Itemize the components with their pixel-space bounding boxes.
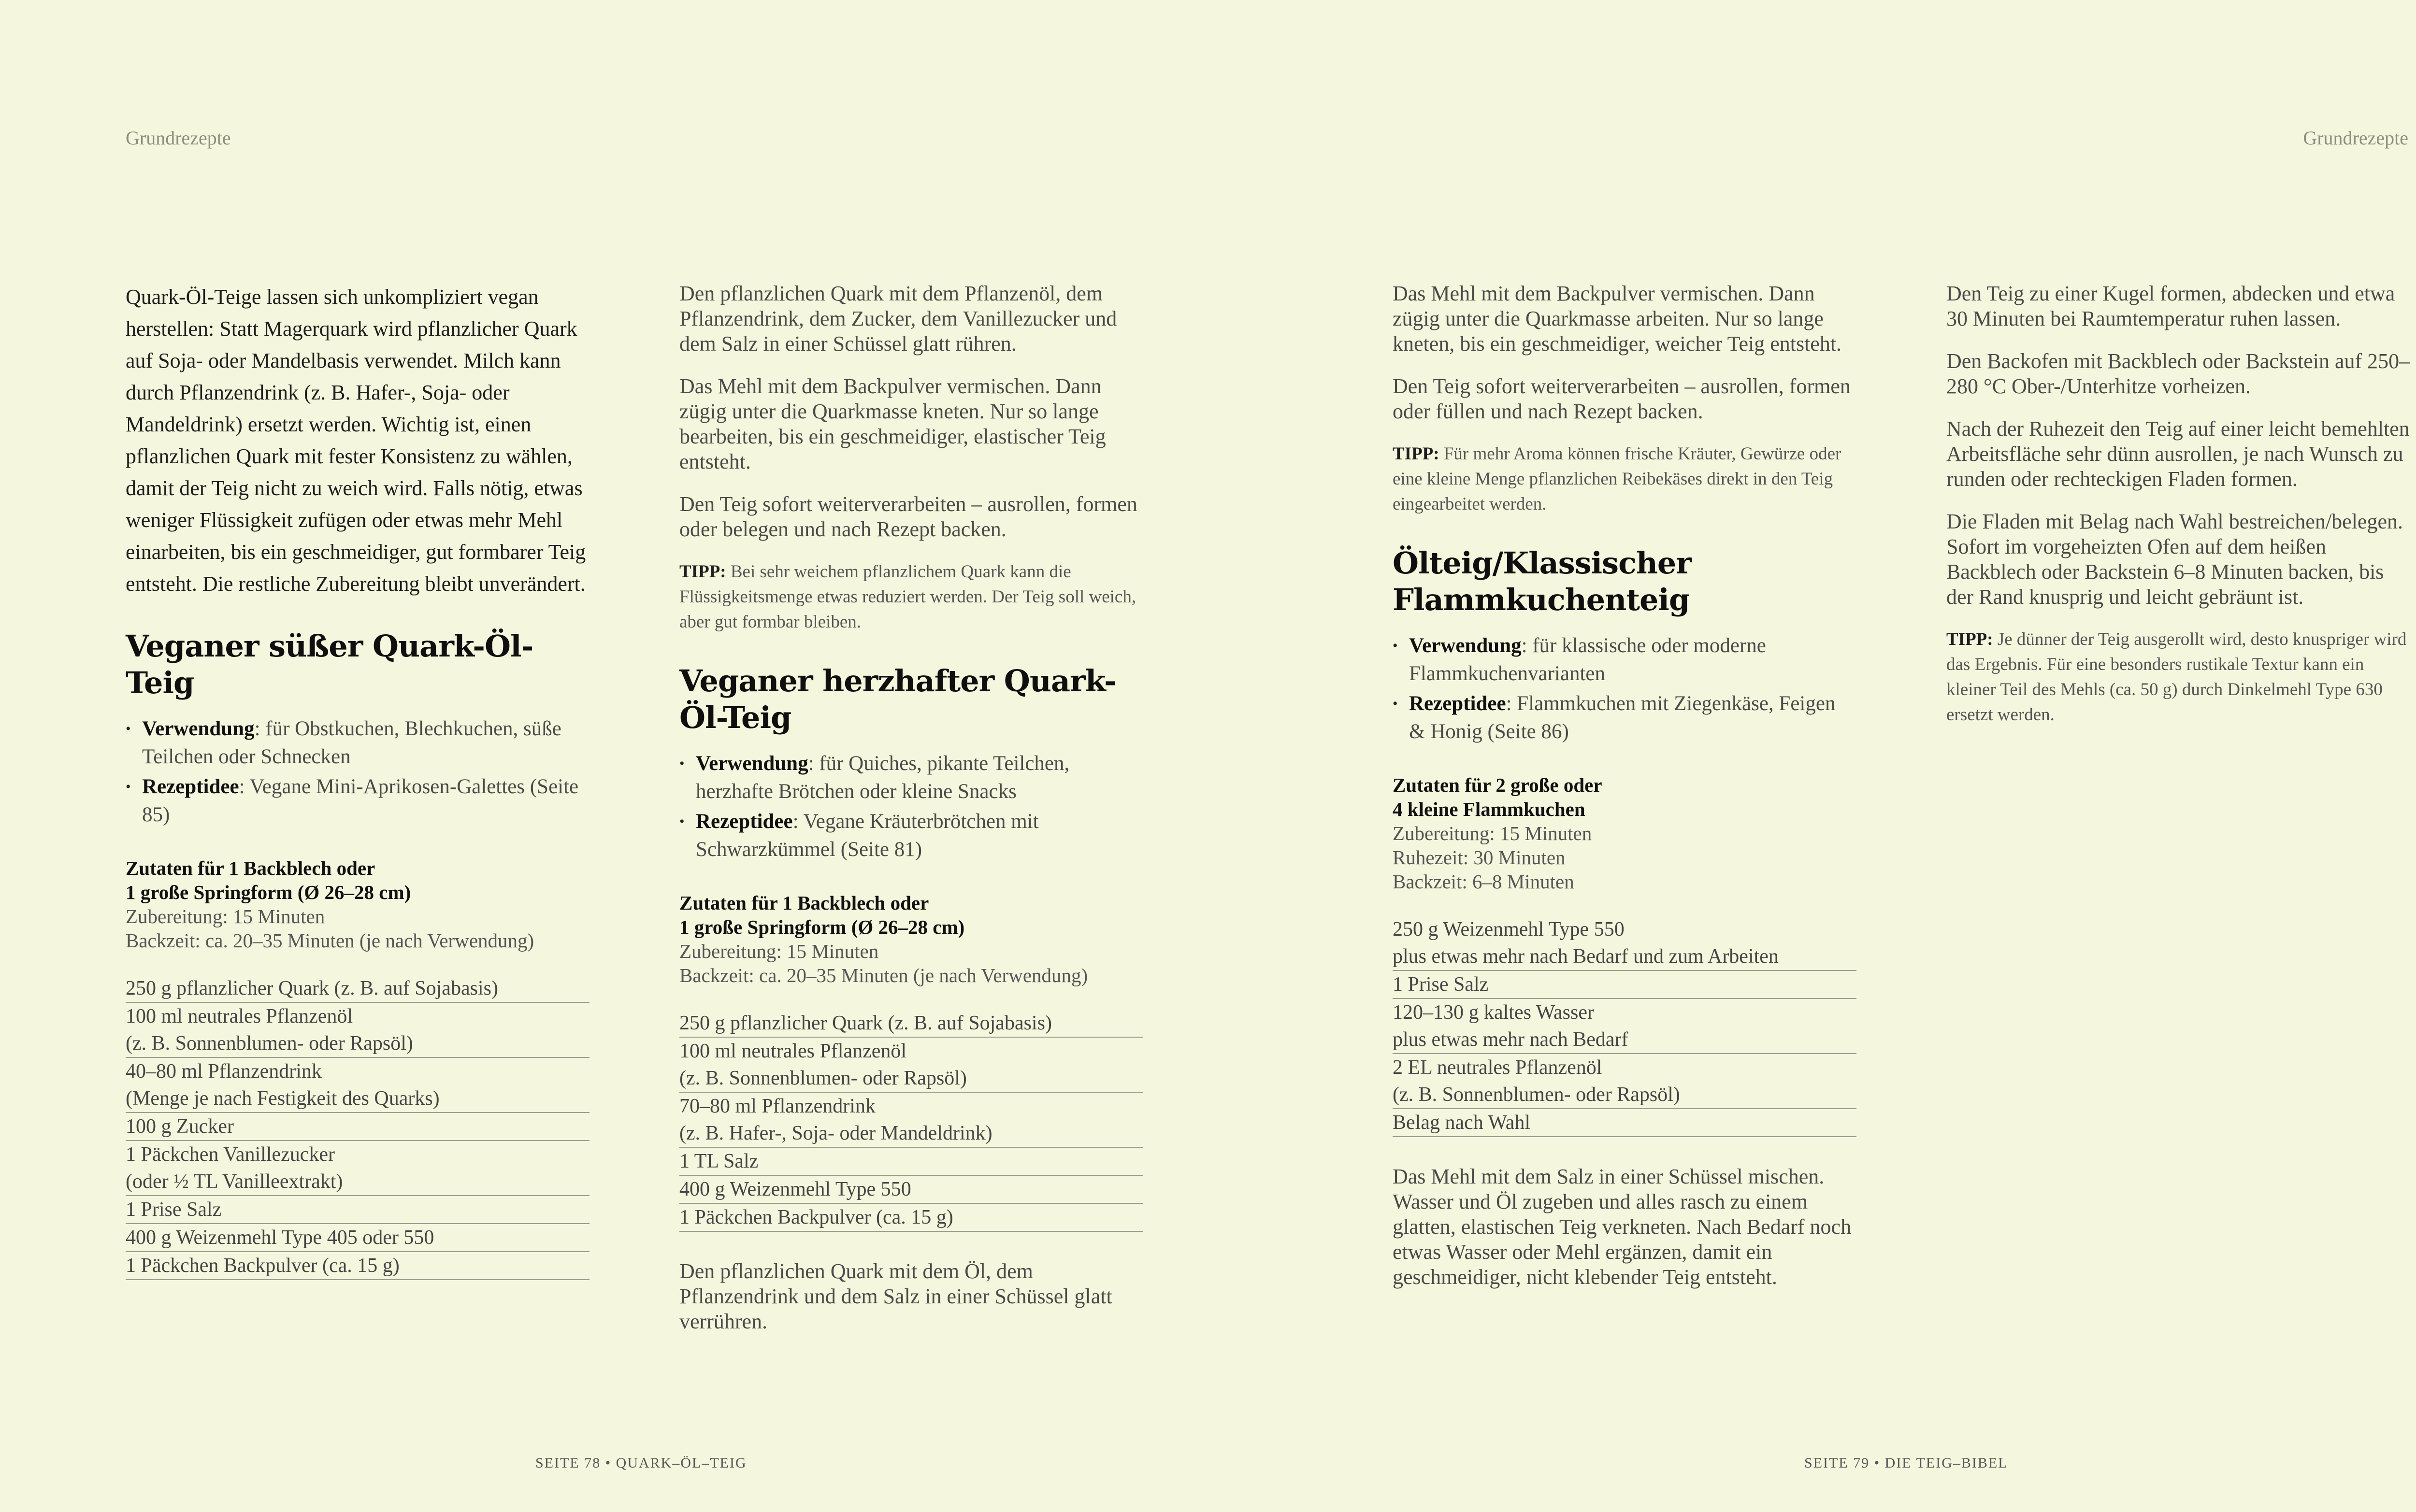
instruction-paragraph: Die Fladen mit Belag nach Wahl bestreichen/belegen. Sofort im vorgeheizten Ofen auf dem heißen Backblech oder Backstein 6–8 Minuten backen, bis der Rand knusprig und leicht gebräunt ist. [1946, 510, 2403, 609]
usage-item: • Verwendung: für Obstkuchen, Blechkuchen, süße Teilchen oder Schnecken [126, 715, 590, 771]
bake-time: Backzeit: 6–8 Minuten [1393, 870, 1574, 893]
bake-time: Backzeit: ca. 20–35 Minuten (je nach Verwendung) [126, 929, 534, 952]
tip-note: TIPP: Je dünner der Teig ausgerollt wird, desto knuspriger wird das Ergebnis. Für eine besonders rustikale Textur kann ein kleiner Teil des Mehls (ca. 50 g) durch Dinkelmehl Type 630 ersetzt werden. [1946, 629, 2407, 725]
page-folio: SEITE 79 • DIE TEIG–BIBEL [1804, 1455, 2008, 1471]
ingredients-heading: Zutaten für 2 große oder 4 kleine Flammkuchen [1393, 774, 1602, 820]
instruction-paragraph: Das Mehl mit dem Salz in einer Schüssel mischen. Wasser und Öl zugeben und alles rasch zu einem glatten, elastischen Teig verkneten. Nach Bedarf noch etwas Wasser oder Mehl ergänzen, damit ein geschmeidiger, nicht klebender Teig entsteht. [1393, 1165, 1852, 1289]
recipe-idea-item: • Rezeptidee: Vegane Kräuterbrötchen mit Schwarzkümmel (Seite 81) [679, 808, 1143, 864]
instruction-paragraph: Den pflanzlichen Quark mit dem Öl, dem Pflanzendrink und dem Salz in einer Schüssel glatt verrühren. [679, 1259, 1112, 1333]
column-3 [1393, 281, 1856, 1307]
column-4 [1946, 281, 2410, 745]
ingredient-list [126, 975, 590, 1280]
recipe-title: Ölteig/Klassischer Flammkuchenteig [1393, 545, 1692, 617]
running-head: Grundrezepte [2303, 127, 2408, 149]
ingredient-list [1393, 916, 1856, 1137]
ingredient-item: 70–80 ml Pflanzendrink (z. B. Hafer-, Soja- oder Mandeldrink) [679, 1093, 1143, 1148]
instruction-paragraph: Das Mehl mit dem Backpulver vermischen. Dann zügig unter die Quarkmasse arbeiten. Nur so lange kneten, bis ein geschmeidiger, weicher Teig entsteht. [1393, 282, 1842, 356]
ingredients-heading: Zutaten für 1 Backblech oder 1 große Springform (Ø 26–28 cm) [679, 892, 965, 938]
usage-item: • Verwendung: für klassische oder moderne Flammkuchenvarianten [1393, 632, 1856, 688]
ingredient-item: 250 g pflanzlicher Quark (z. B. auf Sojabasis) [126, 975, 590, 1003]
ingredient-item: 100 ml neutrales Pflanzenöl (z. B. Sonnenblumen- oder Rapsöl) [679, 1038, 1143, 1093]
ingredient-item: 1 Prise Salz [1393, 971, 1856, 999]
column-2 [679, 281, 1143, 1352]
instruction-paragraph: Den Backofen mit Backblech oder Backstein auf 250–280 °C Ober-/Unterhitze vorheizen. [1946, 349, 2410, 398]
recipe-meta [679, 891, 1143, 987]
usage-item: • Verwendung: für Quiches, pikante Teilchen, herzhafte Brötchen oder kleine Snacks [679, 750, 1143, 806]
prep-time: Zubereitung: 15 Minuten [1393, 822, 1592, 844]
ingredient-item: 250 g Weizenmehl Type 550 plus etwas mehr nach Bedarf und zum Arbeiten [1393, 916, 1856, 971]
instruction-paragraph: Den Teig sofort weiterverarbeiten – ausrollen, formen oder füllen und nach Rezept backen. [1393, 374, 1851, 423]
ingredient-item: 100 ml neutrales Pflanzenöl (z. B. Sonnenblumen- oder Rapsöl) [126, 1003, 590, 1058]
rest-time: Ruhezeit: 30 Minuten [1393, 846, 1566, 869]
usage-list [126, 715, 590, 829]
instruction-paragraph: Den Teig zu einer Kugel formen, abdecken und etwa 30 Minuten bei Raumtemperatur ruhen lassen. [1946, 282, 2395, 330]
ingredient-item: 1 TL Salz [679, 1148, 1143, 1176]
ingredient-item: 1 Päckchen Backpulver (ca. 15 g) [679, 1204, 1143, 1232]
instruction-paragraph: Das Mehl mit dem Backpulver vermischen. Dann zügig unter die Quarkmasse kneten. Nur so lange bearbeiten, bis ein geschmeidiger, elastischer Teig entsteht. [679, 374, 1106, 473]
running-head: Grundrezepte [126, 127, 231, 149]
ingredient-item: 120–130 g kaltes Wasser plus etwas mehr nach Bedarf [1393, 999, 1856, 1054]
ingredient-item: 40–80 ml Pflanzendrink (Menge je nach Festigkeit des Quarks) [126, 1058, 590, 1113]
instruction-paragraph: Nach der Ruhezeit den Teig auf einer leicht bemehlten Arbeitsfläche sehr dünn ausrollen, je nach Wunsch zu runden oder rechteckigen Fladen formen. [1946, 417, 2410, 491]
usage-list [1393, 632, 1856, 746]
recipe-title: Veganer süßer Quark-Öl-Teig [126, 628, 533, 700]
ingredient-item: 1 Päckchen Backpulver (ca. 15 g) [126, 1252, 590, 1280]
instruction-paragraph: Den Teig sofort weiterverarbeiten – ausrollen, formen oder belegen und nach Rezept backen. [679, 492, 1137, 541]
ingredient-list [679, 1010, 1143, 1232]
ingredient-item: 100 g Zucker [126, 1113, 590, 1141]
prep-time: Zubereitung: 15 Minuten [679, 940, 879, 962]
ingredient-item: 250 g pflanzlicher Quark (z. B. auf Sojabasis) [679, 1010, 1143, 1038]
recipe-title: Veganer herzhafter Quark-Öl-Teig [679, 663, 1116, 735]
recipe-idea-item: • Rezeptidee: Flammkuchen mit Ziegenkäse, Feigen & Honig (Seite 86) [1393, 690, 1856, 746]
ingredient-item: Belag nach Wahl [1393, 1109, 1856, 1137]
tip-note: TIPP: Bei sehr weichem pflanzlichem Quark kann die Flüssigkeitsmenge etwas reduziert werden. Der Teig soll weich, aber gut formbar bleiben. [679, 562, 1136, 632]
tip-note: TIPP: Für mehr Aroma können frische Kräuter, Gewürze oder eine kleine Menge pflanzlichen Reibekäses direkt in den Teig eingearbeitet werden. [1393, 444, 1841, 514]
right-page [1267, 0, 2416, 1512]
intro-paragraph: Quark-Öl-Teige lassen sich unkompliziert vegan herstellen: Statt Magerquark wird pflanzlicher Quark auf Soja- oder Mandelbasis verwendet. Milch kann durch Pflanzendrink (z. B. Hafer-, Soja- oder Mandeldrink) ersetzt werden. Wichtig ist, einen pflanzlichen Quark mit fester Konsistenz zu wählen, damit der Teig nicht zu weich wird. Falls nötig, etwas weniger Flüssigkeit zufügen oder etwas mehr Mehl einarbeiten, bis ein geschmeidiger, gut formbarer Teig entsteht. Die restliche Zubereitung bleibt unverändert. [126, 285, 586, 596]
ingredient-item: 1 Prise Salz [126, 1196, 590, 1224]
ingredient-item: 400 g Weizenmehl Type 550 [679, 1176, 1143, 1204]
ingredients-heading: Zutaten für 1 Backblech oder 1 große Springform (Ø 26–28 cm) [126, 857, 411, 903]
prep-time: Zubereitung: 15 Minuten [126, 905, 325, 927]
recipe-idea-item: • Rezeptidee: Vegane Mini-Aprikosen-Galettes (Seite 85) [126, 773, 590, 829]
ingredient-item: 1 Päckchen Vanillezucker (oder ½ TL Vanilleextrakt) [126, 1141, 590, 1196]
ingredient-item: 2 EL neutrales Pflanzenöl (z. B. Sonnenblumen- oder Rapsöl) [1393, 1054, 1856, 1109]
column-1 [126, 281, 590, 1307]
bake-time: Backzeit: ca. 20–35 Minuten (je nach Verwendung) [679, 964, 1088, 986]
ingredient-item: 400 g Weizenmehl Type 405 oder 550 [126, 1224, 590, 1252]
page-folio: SEITE 78 • QUARK–ÖL–TEIG [535, 1455, 747, 1471]
instruction-paragraph: Den pflanzlichen Quark mit dem Pflanzenöl, dem Pflanzendrink, dem Zucker, dem Vanillezucker und dem Salz in einer Schüssel glatt rühren. [679, 282, 1117, 356]
recipe-meta [126, 856, 590, 953]
recipe-meta [1393, 773, 1856, 894]
usage-list [679, 750, 1143, 864]
